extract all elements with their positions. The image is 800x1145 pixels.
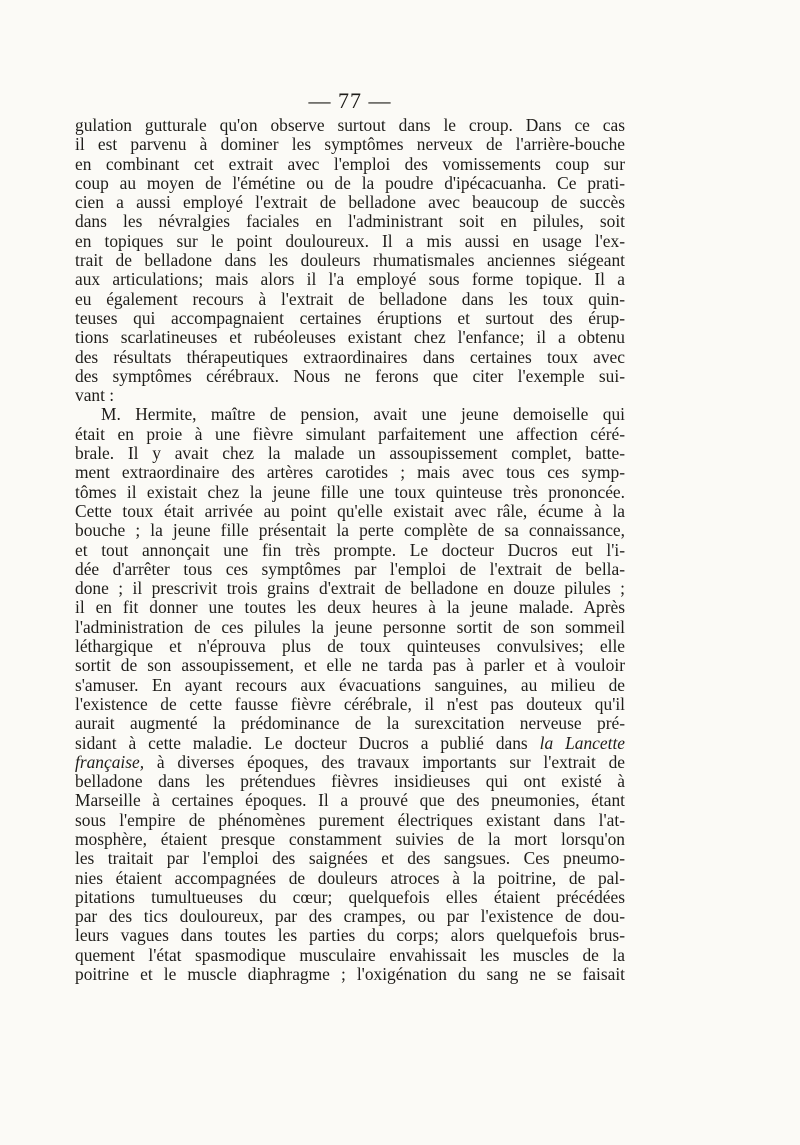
- text-line: sortit de son assoupissement, et elle ne tarda pas à parler et à vouloir: [75, 655, 625, 676]
- journal-title: la Lancette: [539, 732, 625, 753]
- text-line: sous l'empire de phénomènes purement électriques existant dans l'at-: [75, 809, 625, 830]
- text-line: aux articulations; mais alors il l'a employé sous forme topique. Il a: [75, 269, 625, 290]
- text-line: et tout annonçait une fin très prompte. Le docteur Ducros eut l'i-: [75, 539, 625, 560]
- text-line: nies étaient accompagnées de douleurs atroces à la poitrine, de pal-: [75, 867, 625, 888]
- text-line: tômes il existait chez la jeune fille une toux quinteuse très prononcée.: [75, 481, 625, 502]
- text-line: bouche ; la jeune fille présentait la perte complète de sa connaissance,: [75, 520, 625, 541]
- text-line: M. Hermite, maître de pension, avait une jeune demoiselle qui: [101, 404, 625, 425]
- text-line: belladone dans les prétendues fièvres insidieuses qui ont existé à: [75, 771, 625, 792]
- text-line: cien a aussi employé l'extrait de belladone avec beaucoup de succès: [75, 192, 625, 213]
- text-line: eu également recours à l'extrait de belladone dans les toux quin-: [75, 288, 625, 309]
- paragraph-2: [75, 405, 625, 752]
- text-line: en combinant cet extrait avec l'emploi des vomissements coup sur: [75, 153, 625, 174]
- body-text: [75, 116, 625, 984]
- text-line: tions scarlatineuses et rubéoleuses existant chez l'enfance; il a obtenu: [75, 327, 625, 348]
- text-line: l'existence de cette fausse fièvre cérébrale, il n'est pas douteux qu'il: [75, 693, 625, 714]
- text-line: quement l'état spasmodique musculaire envahissait les muscles de la: [75, 944, 625, 965]
- text-line: leurs vagues dans toutes les parties du corps; alors quelquefois brus-: [75, 925, 625, 946]
- text-line: brale. Il y avait chez la malade un assoupissement complet, batte-: [75, 443, 625, 464]
- text-line: pitations tumultueuses du cœur; quelquefois elles étaient précédées: [75, 886, 625, 907]
- text-line: en topiques sur le point douloureux. Il a mis aussi en usage l'ex-: [75, 230, 625, 251]
- journal-title-continued: française,: [75, 751, 145, 772]
- text-line: dée d'arrêter tous ces symptômes par l'emploi de l'extrait de bella-: [75, 558, 625, 579]
- text-line: mosphère, étaient presque constamment suivies de la mort lorsqu'on: [75, 828, 625, 849]
- paragraph-1: [75, 116, 625, 405]
- text-line: s'amuser. En ayant recours aux évacuations sanguines, au milieu de: [75, 674, 625, 695]
- text-line-journal-continued: [75, 753, 625, 772]
- text-line: dans les névralgies faciales en l'administrant soit en pilules, soit: [75, 211, 625, 232]
- text-line: vant :: [75, 385, 115, 406]
- text-line: par des tics douloureux, par des crampes, ou par l'existence de dou-: [75, 906, 625, 927]
- text-line: léthargique et n'éprouva plus de toux quinteuses convulsives; elle: [75, 636, 625, 657]
- text-line: coup au moyen de l'émétine ou de la poudre d'ipécacuanha. Ce prati-: [75, 172, 625, 193]
- text-line: il est parvenu à dominer les symptômes nerveux de l'arrière-bouche: [75, 134, 625, 155]
- text-line: il en fit donner une toutes les deux heures à la jeune malade. Après: [75, 597, 625, 618]
- text-line: ment extraordinaire des artères carotides ; mais avec tous ces symp-: [75, 462, 625, 483]
- text-line: gulation gutturale qu'on observe surtout dans le croup. Dans ce cas: [75, 115, 625, 135]
- text-line: les traitait par l'emploi des saignées et des sangsues. Ces pneumo-: [75, 848, 625, 869]
- text-line: trait de belladone dans les douleurs rhumatismales anciennes siégeant: [75, 250, 625, 271]
- text-line: poitrine et le muscle diaphragme ; l'oxigénation du sang ne se faisait: [75, 964, 625, 985]
- text-line-fragment: à diverses époques, des travaux importants sur l'extrait de: [144, 751, 625, 772]
- paragraph-2-continued: [75, 772, 625, 984]
- page-number: — 77 —: [308, 88, 392, 113]
- text-line: l'administration de ces pilules la jeune personne sortit de son sommeil: [75, 616, 625, 637]
- text-line: des symptômes cérébraux. Nous ne ferons que citer l'exemple sui-: [75, 365, 625, 386]
- text-line: sidant à cette maladie. Le docteur Ducros a publié dans la Lancette: [75, 732, 625, 753]
- text-line: était en proie à une fièvre simulant parfaitement une affection céré-: [75, 423, 625, 444]
- text-line: done ; il prescrivit trois grains d'extrait de belladone en douze pilules ;: [75, 578, 625, 599]
- text-line: Cette toux était arrivée au point qu'elle existait avec râle, écume à la: [75, 500, 625, 521]
- text-line: Marseille à certaines époques. Il a prouvé que des pneumonies, étant: [75, 790, 625, 811]
- text-line: des résultats thérapeutiques extraordinaires dans certaines toux avec: [75, 346, 625, 367]
- text-line: teuses qui accompagnaient certaines éruptions et surtout des érup-: [75, 307, 625, 328]
- text-line: aurait augmenté la prédominance de la surexcitation nerveuse pré-: [75, 713, 625, 734]
